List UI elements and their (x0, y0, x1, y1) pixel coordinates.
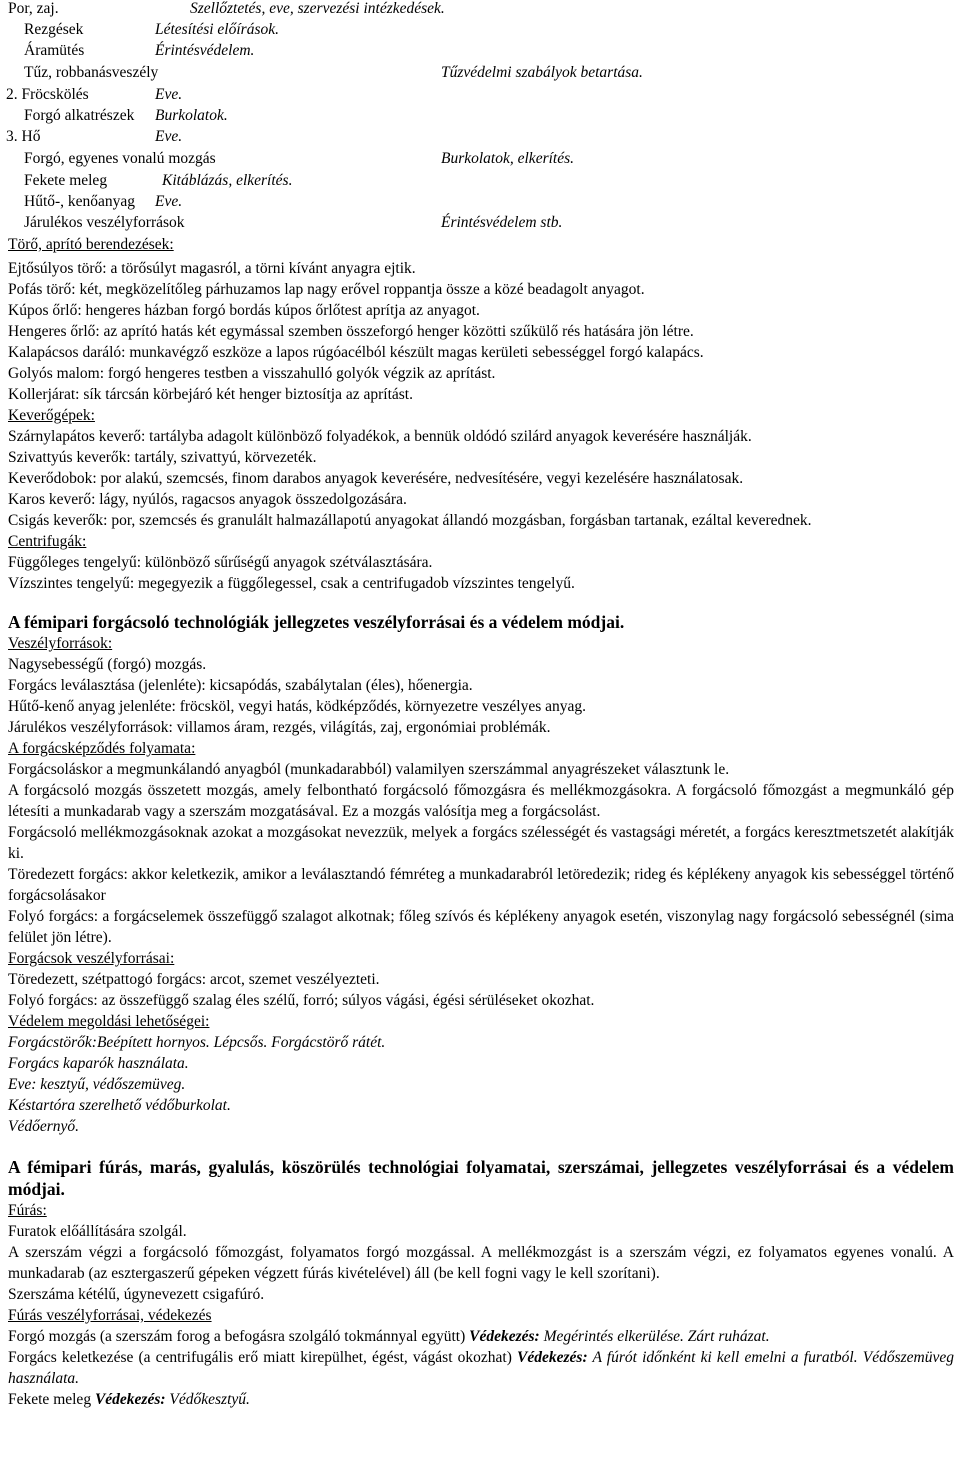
hazard-remedy: Eve. (155, 128, 183, 145)
paragraph: Kúpos őrlő: hengeres házban forgó bordás kúpos őrlőtest aprítja az anyagot. (8, 302, 480, 319)
paragraph: Kalapácsos daráló: munkavégző eszköze a lapos rúgóacélból készült magas kerületi sebességgel forgó kalapács. (8, 344, 704, 361)
paragraph: Hűtő-kenő anyag jelenléte: fröcsköl, vegyi hatás, ködképződés, környezetre veszélyes anyag. (8, 698, 587, 715)
paragraph: Keverődobok: por alakú, szemcsés, finom darabos anyagok keverésére, nedvesítésére, vegyi kezelésére használatosak. (8, 470, 744, 487)
paragraph: Járulékos veszélyforrások: villamos áram, rezgés, világítás, zaj, ergonómiai problémák. (8, 719, 551, 736)
emphasis-label: Védekezés: (94, 1391, 166, 1408)
paragraph: Forgácstörők:Beépített hornyos. Lépcsős. Forgácstörő rátét. (8, 1034, 386, 1051)
hazard-remedy: Érintésvédelem. (155, 42, 255, 59)
hazard-remedy: Létesítési előírások. (155, 21, 279, 38)
hazard-remedy: Szellőztetés, eve, szervezési intézkedések. (190, 0, 445, 17)
hazard-remedy: Érintésvédelem stb. (441, 214, 563, 231)
chapter-heading: A fémipari forgácsoló technológiák jellegzetes veszélyforrásai és a védelem módjai. (8, 612, 625, 632)
paragraph: Forgács leválasztása (jelenléte): kicsapódás, szabálytalan (éles), hőenergia. (8, 677, 473, 694)
text: Forgács keletkezése (a centrifugális erő miatt kirepülhet, égést, vágást okozhat) (8, 1349, 518, 1366)
section-heading: Keverőgépek: (8, 407, 95, 424)
text: Megérintés elkerülése. Zárt ruházat. (539, 1328, 770, 1345)
section-heading: Védelem megoldási lehetőségei: (8, 1013, 210, 1030)
hazard-remedy: Burkolatok. (155, 107, 228, 124)
hazard-label: 2. Fröcskölés (6, 86, 89, 103)
paragraph: Folyó forgács: a forgácselemek összefüggő szalagot alkotnak; főleg szívós és képlékeny anyagok esetén, viszonylag nagy forgácsoló sebességnél (sima felület jön létre). (8, 908, 954, 946)
section-heading: Törő, aprító berendezések: (8, 236, 174, 253)
hazard-remedy: Kitáblázás, elkerítés. (162, 172, 293, 189)
chapter-heading: A fémipari fúrás, marás, gyalulás, köszörülés technológiai folyamatai, szerszámai, jellegzetes veszélyforrásai és a védelem módjai. (8, 1157, 954, 1199)
hazard-remedy: Burkolatok, elkerítés. (441, 150, 574, 167)
section-heading: Fúrás: (8, 1202, 47, 1219)
text: Fekete meleg (8, 1391, 95, 1408)
hazard-label: Áramütés (24, 42, 85, 59)
paragraph: Kollerjárat: sík tárcsán körbejáró két henger biztosítja az aprítást. (8, 386, 413, 403)
paragraph: Védőernyő. (8, 1118, 80, 1135)
paragraph: Csigás keverők: por, szemcsés és granulált halmazállapotú anyagokat állandó mozgásban, forgásban tartanak, ezáltal keverednek. (8, 512, 812, 529)
section-heading: Forgácsok veszélyforrásai: (8, 950, 175, 967)
hazard-remedy: Eve. (155, 193, 183, 210)
hazard-label: Por, zaj. (8, 0, 59, 17)
hazard-label: Fekete meleg (24, 172, 108, 189)
hazard-remedy: Eve. (155, 86, 183, 103)
paragraph: Függőleges tengelyű: különböző sűrűségű anyagok szétválasztására. (8, 554, 433, 571)
emphasis-label: Védekezés: (469, 1328, 540, 1345)
paragraph: Késtartóra szerelhető védőburkolat. (8, 1097, 231, 1114)
hazard-label: Forgó, egyenes vonalú mozgás (24, 150, 216, 167)
paragraph: Forgácsoló mellékmozgásoknak azokat a mozgásokat nevezzük, melyek a forgács szélességét és vastagsági méretét, a forgács keresztmetszetét alakítják ki. (8, 824, 954, 862)
paragraph: Hengeres őrlő: az aprító hatás két egymással szemben összeforgó henger közötti szűkülő rés hatására jön létre. (8, 323, 694, 340)
text: Forgó mozgás (a szerszám forog a befogásra szolgáló tokmánnyal együtt) (8, 1328, 470, 1345)
paragraph: Töredezett, szétpattogó forgács: arcot, szemet veszélyezteti. (8, 971, 380, 988)
paragraph: A szerszám végzi a forgácsoló főmozgást, folyamatos forgó mozgással. A mellékmozgást is a szerszám végzi, ez folyamatos egyenes vonalú. A munkadarab (az esztergaszerű gépeken végzett fúrás kivételével) áll (be kell fogni vagy le kell szorítani). (8, 1244, 954, 1282)
text: A fúrót időnként ki kell emelni a furatból. Védőszemüveg használata. (8, 1349, 954, 1387)
hazard-label: Forgó alkatrészek (24, 107, 135, 124)
paragraph: Folyó forgács: az összefüggő szalag éles szélű, forró; súlyos vágási, égési sérüléseket okozhat. (8, 992, 595, 1009)
hazard-label: Rezgések (24, 21, 84, 38)
hazard-label: Hűtő-, kenőanyag (24, 193, 136, 210)
paragraph: Pofás törő: két, megközelítőleg párhuzamos lap nagy erővel roppantja össze a közé beadagolt anyagot. (8, 281, 645, 298)
hazard-label: Tűz, robbanásveszély (24, 64, 159, 81)
section-heading: Centrifugák: (8, 533, 87, 550)
paragraph: Ejtősúlyos törő: a törősúlyt magasról, a törni kívánt anyagra ejtik. (8, 260, 416, 277)
paragraph: Szárnylapátos keverő: tartályba adagolt különböző folyadékok, a bennük oldódó szilárd anyagok keverésére használják. (8, 428, 752, 445)
paragraph: Vízszintes tengelyű: megegyezik a függőlegessel, csak a centrifugadob vízszintes tengelyű. (8, 575, 575, 592)
paragraph: Szerszáma kétélű, úgynevezett csigafúró. (8, 1286, 265, 1303)
hazard-remedy: Tűzvédelmi szabályok betartása. (441, 64, 643, 81)
paragraph: Eve: kesztyű, védőszemüveg. (8, 1076, 186, 1093)
paragraph (8, 1326, 954, 1347)
paragraph: Forgács kaparók használata. (8, 1055, 189, 1072)
hazard-label: Járulékos veszélyforrások (24, 214, 185, 231)
document-body (8, 258, 954, 1410)
hazard-label: 3. Hő (6, 128, 41, 145)
paragraph (8, 1389, 954, 1410)
paragraph: Furatok előállítására szolgál. (8, 1223, 187, 1240)
hazard-table (8, 0, 954, 258)
paragraph: Nagysebességű (forgó) mozgás. (8, 656, 207, 673)
emphasis-label: Védekezés: (517, 1349, 588, 1366)
paragraph: Szivattyús keverők: tartály, szivattyú, körvezeték. (8, 449, 317, 466)
text: Védőkesztyű. (165, 1391, 250, 1408)
paragraph (8, 1347, 954, 1389)
section-heading: A forgácsképződés folyamata: (8, 740, 196, 757)
paragraph: Töredezett forgács: akkor keletkezik, amikor a leválasztandó fémréteg a munkadarabról letöredezik; rideg és képlékeny anyagok kis sebességgel történő forgácsolásakor (8, 866, 954, 904)
section-heading: Fúrás veszélyforrásai, védekezés (8, 1307, 212, 1324)
paragraph: A forgácsoló mozgás összetett mozgás, amely felbontható forgácsoló főmozgásra és mellékmozgásokra. A forgácsoló főmozgást a megmunkáló gép létesíti a munkadarab vagy a szerszám mozgatásával. Ez a mozgás valósítja meg a forgácsolást. (8, 782, 954, 820)
paragraph: Forgácsoláskor a megmunkálandó anyagból (munkadarabból) valamilyen szerszámmal anyagrészeket választunk le. (8, 761, 730, 778)
paragraph: Karos keverő: lágy, nyúlós, ragacsos anyagok összedolgozására. (8, 491, 407, 508)
section-heading: Veszélyforrások: (8, 635, 113, 652)
paragraph: Golyós malom: forgó hengeres testben a visszahulló golyók végzik az aprítást. (8, 365, 496, 382)
